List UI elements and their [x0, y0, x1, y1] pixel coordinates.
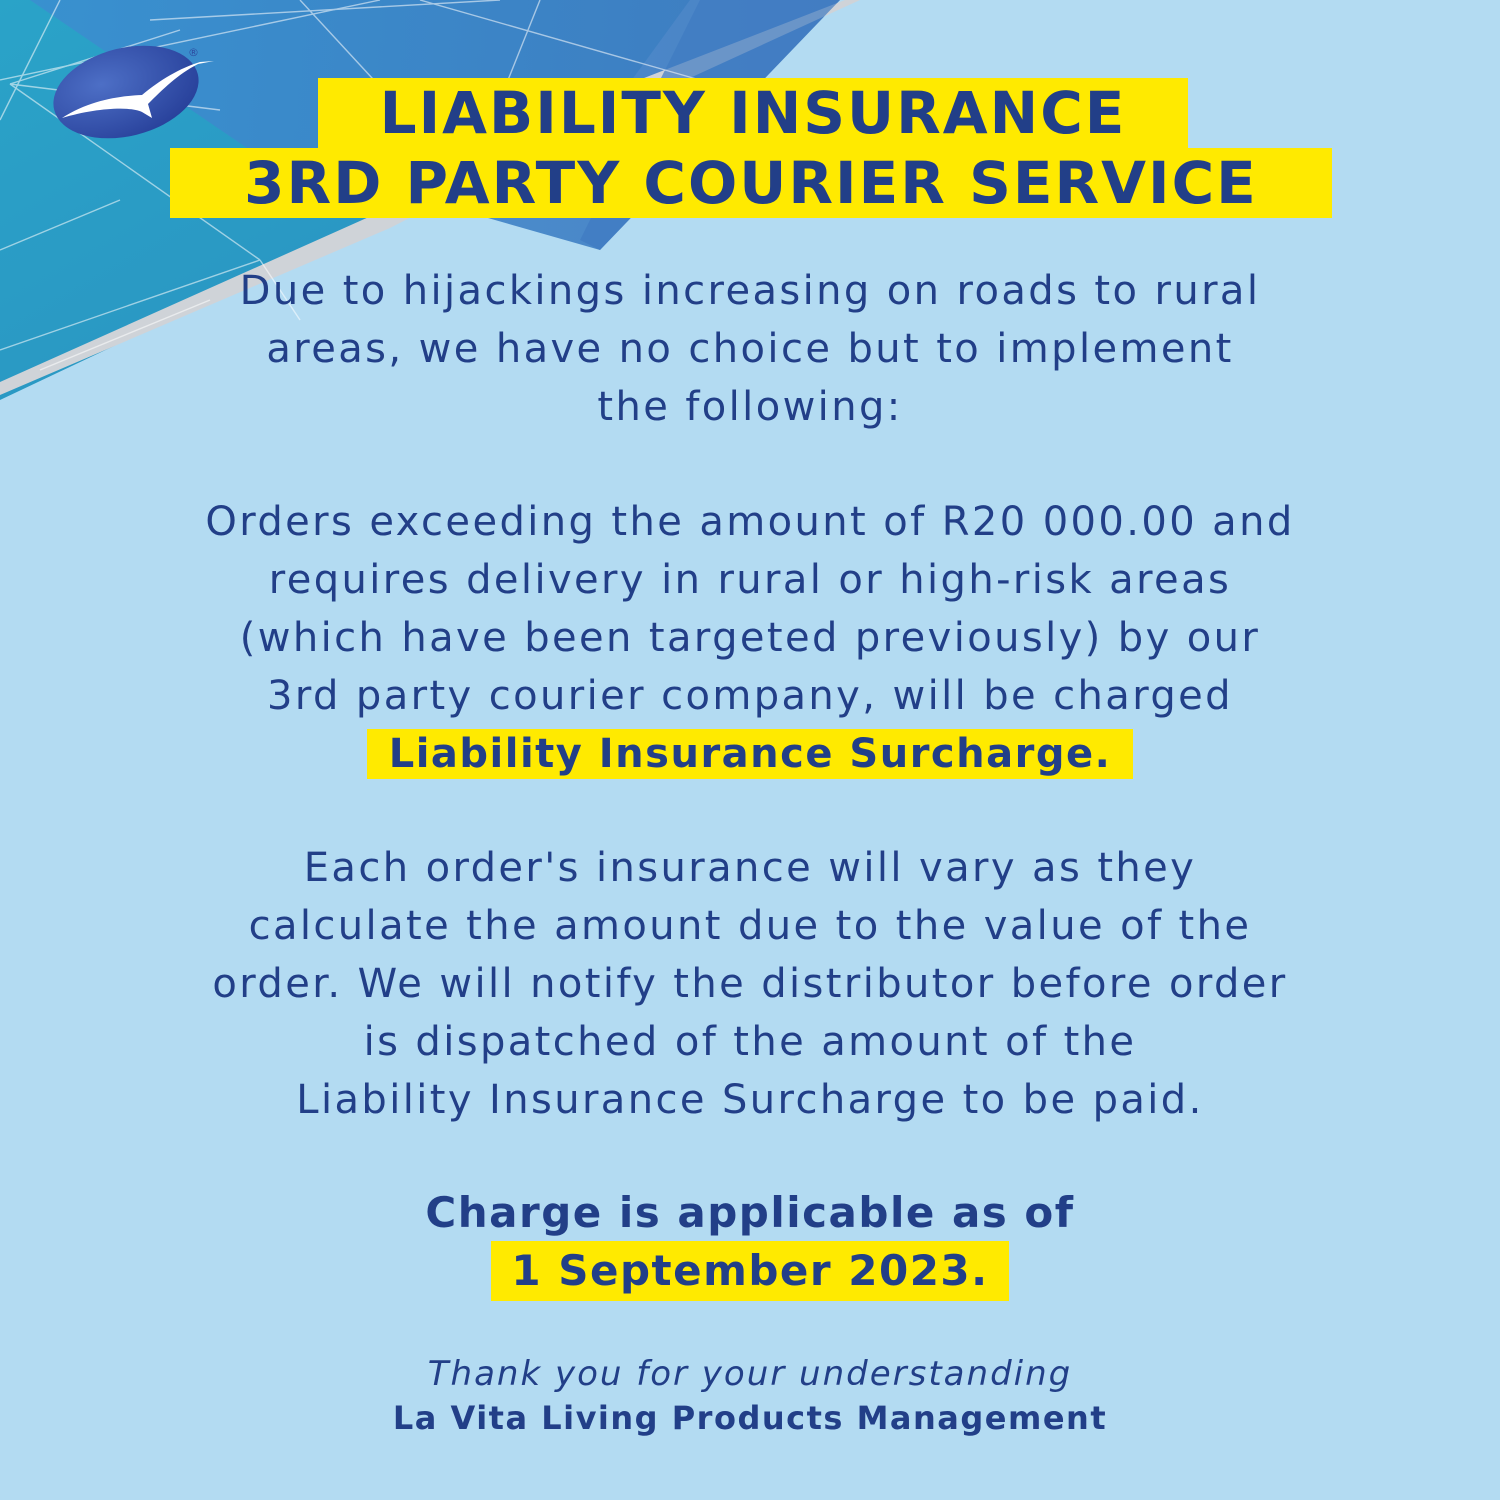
policy-paragraph [0, 493, 1500, 783]
effective-date-highlight: 1 September 2023. [491, 1241, 1008, 1301]
seagull-oval-logo-icon [50, 40, 220, 140]
intro-paragraph [0, 262, 1500, 436]
effective-date-block [0, 1185, 1500, 1301]
details-paragraph [0, 839, 1500, 1129]
intro-line: the following: [597, 384, 903, 430]
title-line-2: 3RD PARTY COURIER SERVICE [170, 148, 1332, 218]
thanks-text: Thank you for your understanding [427, 1354, 1073, 1394]
policy-line: Orders exceeding the amount of R20 000.00 and [205, 499, 1295, 545]
details-line: Liability Insurance Surcharge to be paid. [296, 1077, 1204, 1123]
details-line: is dispatched of the amount of the [363, 1019, 1137, 1065]
svg-text:®: ® [188, 46, 199, 59]
policy-line: (which have been targeted previously) by our [239, 615, 1261, 661]
intro-line: Due to hijackings increasing on roads to rural [239, 268, 1261, 314]
surcharge-highlight: Liability Insurance Surcharge. [367, 729, 1134, 779]
details-line: order. We will notify the distributor before order [212, 961, 1288, 1007]
details-line: calculate the amount due to the value of the [248, 903, 1252, 949]
policy-line: 3rd party courier company, will be charged [267, 673, 1233, 719]
policy-line: requires delivery in rural or high-risk areas [268, 557, 1232, 603]
intro-line: areas, we have no choice but to implement [266, 326, 1234, 372]
signoff-block [0, 1352, 1500, 1440]
details-line: Each order's insurance will vary as they [303, 845, 1197, 891]
effective-label: Charge is applicable as of [425, 1188, 1075, 1237]
signature-text: La Vita Living Products Management [392, 1399, 1108, 1437]
title-line-1: LIABILITY INSURANCE [318, 78, 1188, 148]
